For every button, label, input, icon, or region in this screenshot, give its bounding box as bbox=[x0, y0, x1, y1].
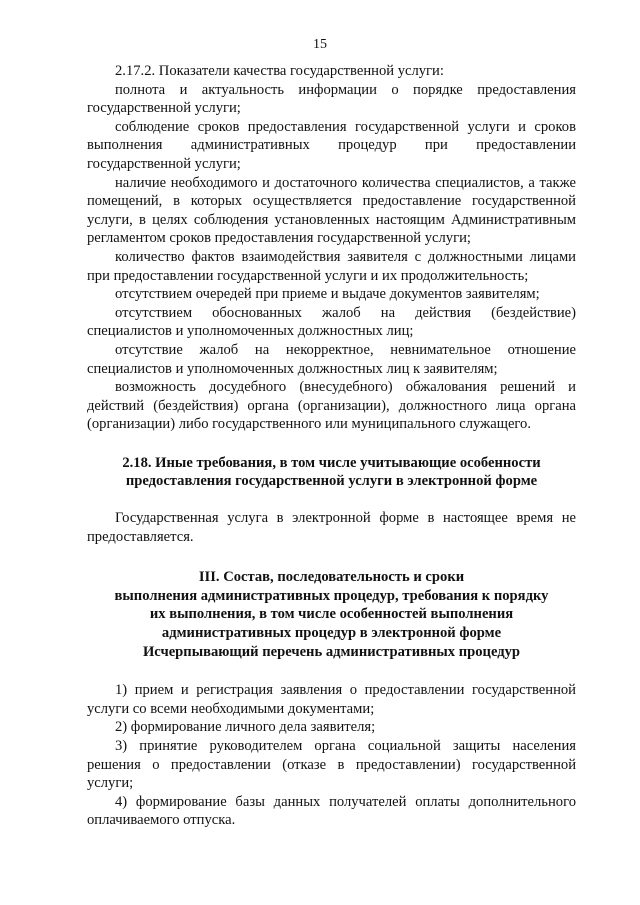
page-number: 15 bbox=[313, 37, 327, 52]
document-body bbox=[87, 62, 576, 830]
procedure-list bbox=[87, 681, 576, 830]
section-3-heading-line: административных процедур в электронной форме bbox=[161, 625, 502, 642]
procedure-item-4: 4) формирование базы данных получателей оплаты дополнительного оплачиваемого отпуска. bbox=[87, 793, 576, 829]
quality-indicator-3: наличие необходимого и достаточного количества специалистов, а также помещений, в которых осуществляется предоставление государственной услуги, в целях соблюдения установленных настоящим Административным регламентом сроков предоставления государственной услуги; bbox=[87, 174, 576, 247]
section-3-heading-line: III. Состав, последовательность и сроки bbox=[198, 569, 465, 586]
section-2-18-text: Государственная услуга в электронной форме в настоящее время не предоставляется. bbox=[87, 510, 576, 545]
section-2-17-2-title: 2.17.2. Показатели качества государственной услуги: bbox=[115, 63, 444, 79]
procedure-item-1: 1) прием и регистрация заявления о предоставлении государственной услуги со всеми необходимыми документами; bbox=[87, 682, 576, 717]
quality-indicator-8: возможность досудебного (внесудебного) обжалования решений и действий (бездействия) органа (организации), должностного лица органа (организации) либо государственного или муниципального служащего. bbox=[87, 379, 576, 433]
quality-indicator-6: отсутствием обоснованных жалоб на действия (бездействие) специалистов и уполномоченных должностных лиц; bbox=[87, 304, 576, 340]
quality-indicator-7: отсутствие жалоб на некорректное, невнимательное отношение специалистов и уполномоченных должностных лиц к заявителям; bbox=[87, 341, 576, 377]
procedure-item-2: 2) формирование личного дела заявителя; bbox=[115, 719, 376, 736]
quality-indicator-5: отсутствием очередей при приеме и выдаче документов заявителям; bbox=[115, 286, 540, 303]
quality-indicator-4: количество фактов взаимодействия заявителя с должностными лицами при предоставлении государственной услуги и их продолжительность; bbox=[87, 248, 576, 284]
section-2-18-heading: 2.18. Иные требования, в том числе учитывающие особенности предоставления государственной услуги в электронной форме bbox=[122, 454, 541, 490]
section-3-heading-line: Исчерпывающий перечень административных процедур bbox=[142, 643, 521, 660]
procedure-item-3: 3) принятие руководителем органа социальной защиты населения решения о предоставлении (отказе в предоставлении) государственной услуги; bbox=[87, 738, 576, 792]
quality-indicator-2: соблюдение сроков предоставления государственной услуги и сроков выполнения административных процедур при предоставлении государственной услуги; bbox=[87, 118, 576, 172]
section-3-heading bbox=[87, 568, 576, 661]
section-3-heading-line: выполнения административных процедур, требования к порядку bbox=[114, 587, 549, 604]
quality-indicator-1: полнота и актуальность информации о порядке предоставления государственной услуги; bbox=[87, 81, 576, 117]
section-3-heading-line: их выполнения, в том числе особенностей выполнения bbox=[149, 606, 514, 623]
